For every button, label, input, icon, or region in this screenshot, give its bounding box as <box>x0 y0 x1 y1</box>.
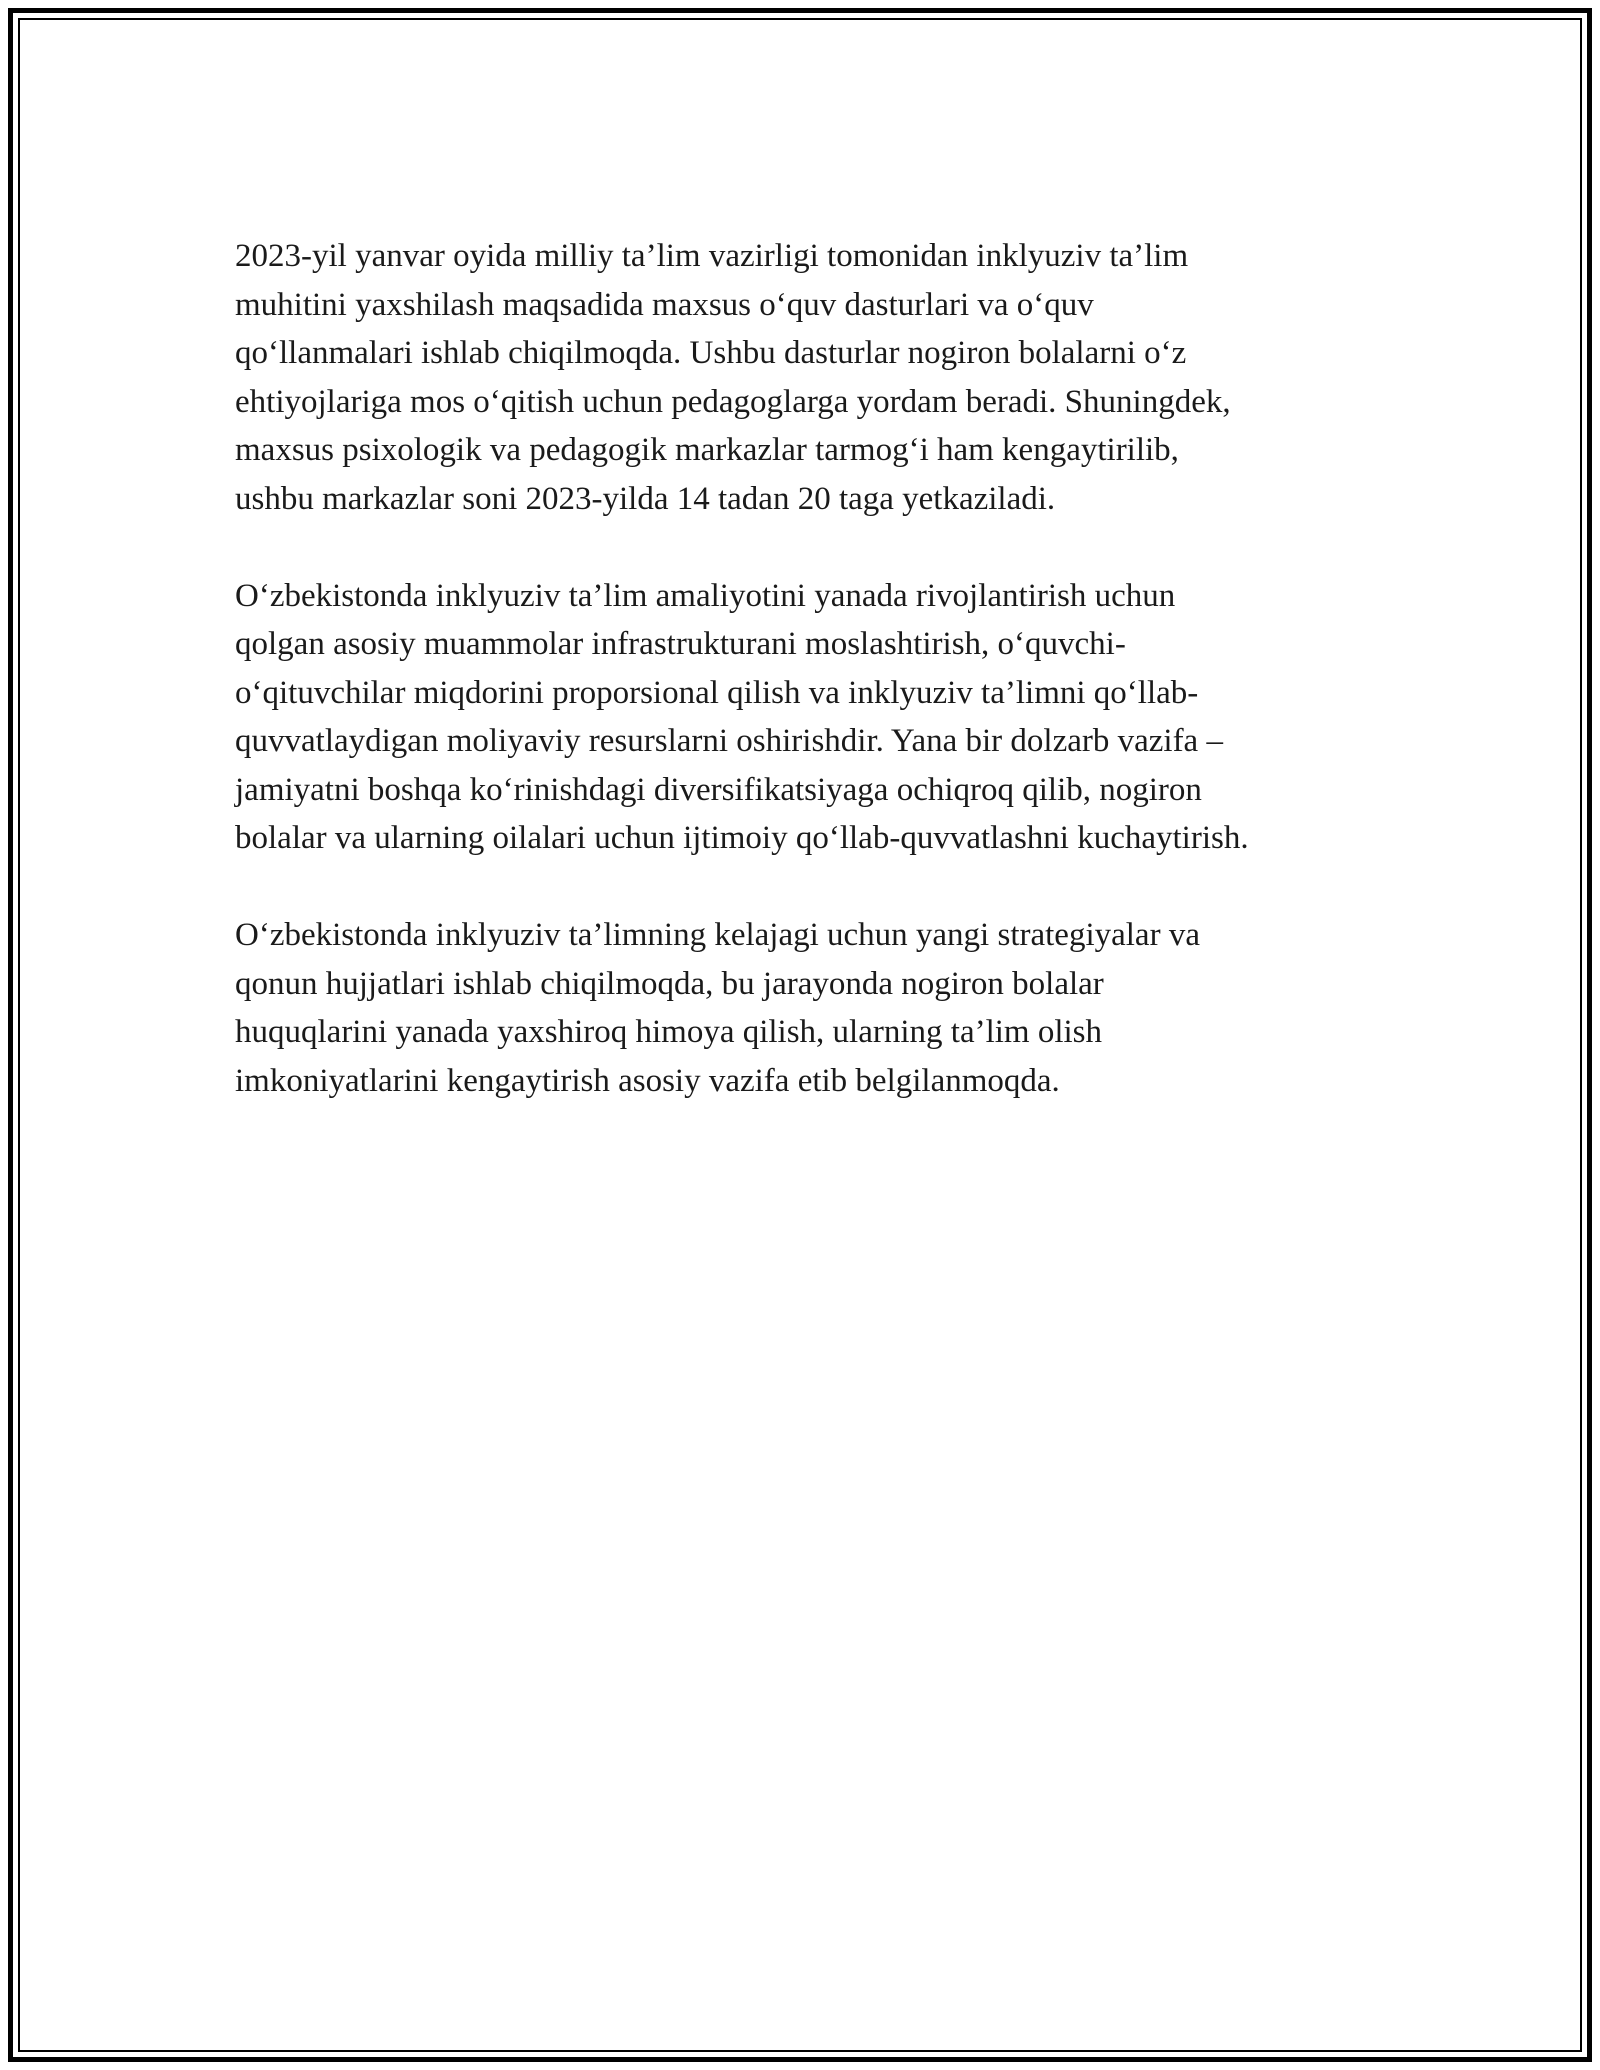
text-line: 2023-yil yanvar oyida milliy ta’lim vazirligi tomonidan inklyuziv ta’lim <box>235 238 1189 274</box>
text-line: jamiyatni boshqa ko‘rinishdagi diversifikatsiyaga ochiqroq qilib, nogiron <box>235 771 1202 808</box>
text-line: ehtiyojlariga mos o‘qitish uchun pedagoglarga yordam beradi. Shuningdek, <box>235 383 1231 420</box>
text-line: muhitini yaxshilash maqsadida maxsus o‘quv dasturlari va o‘quv <box>235 286 1094 323</box>
paragraph-2 <box>235 572 1375 863</box>
text-line: O‘zbekistonda inklyuziv ta’limning kelajagi uchun yangi strategiyalar va <box>235 917 1200 953</box>
text-line: qo‘llanmalari ishlab chiqilmoqda. Ushbu dasturlar nogiron bolalarni o‘z <box>235 335 1187 371</box>
paragraph-1 <box>235 232 1375 523</box>
text-line: O‘zbekistonda inklyuziv ta’lim amaliyotini yanada rivojlantirish uchun <box>235 577 1176 614</box>
text-line: ushbu markazlar soni 2023-yilda 14 tadan 20 taga yetkaziladi. <box>235 480 1056 517</box>
text-line: o‘qituvchilar miqdorini proporsional qilish va inklyuziv ta’limni qo‘llab- <box>235 674 1199 711</box>
text-line: qolgan asosiy muammolar infrastrukturani moslashtirish, o‘quvchi- <box>235 626 1126 662</box>
paragraph-3 <box>235 911 1375 1105</box>
text-line: quvvatlaydigan moliyaviy resurslarni oshirishdir. Yana bir dolzarb vazifa – <box>235 723 1223 759</box>
text-line: huquqlarini yanada yaxshiroq himoya qilish, ularning ta’lim olish <box>235 1014 1103 1050</box>
text-line: imkoniyatlarini kengaytirish asosiy vazifa etib belgilanmoqda. <box>235 1062 1060 1099</box>
text-line: maxsus psixologik va pedagogik markazlar tarmog‘i ham kengaytirilib, <box>235 432 1179 468</box>
text-line: qonun hujjatlari ishlab chiqilmoqda, bu jarayonda nogiron bolalar <box>235 965 1104 1002</box>
document-body <box>235 232 1375 1154</box>
text-line: bolalar va ularning oilalari uchun ijtimoiy qo‘llab-quvvatlashni kuchaytirish. <box>235 820 1249 856</box>
